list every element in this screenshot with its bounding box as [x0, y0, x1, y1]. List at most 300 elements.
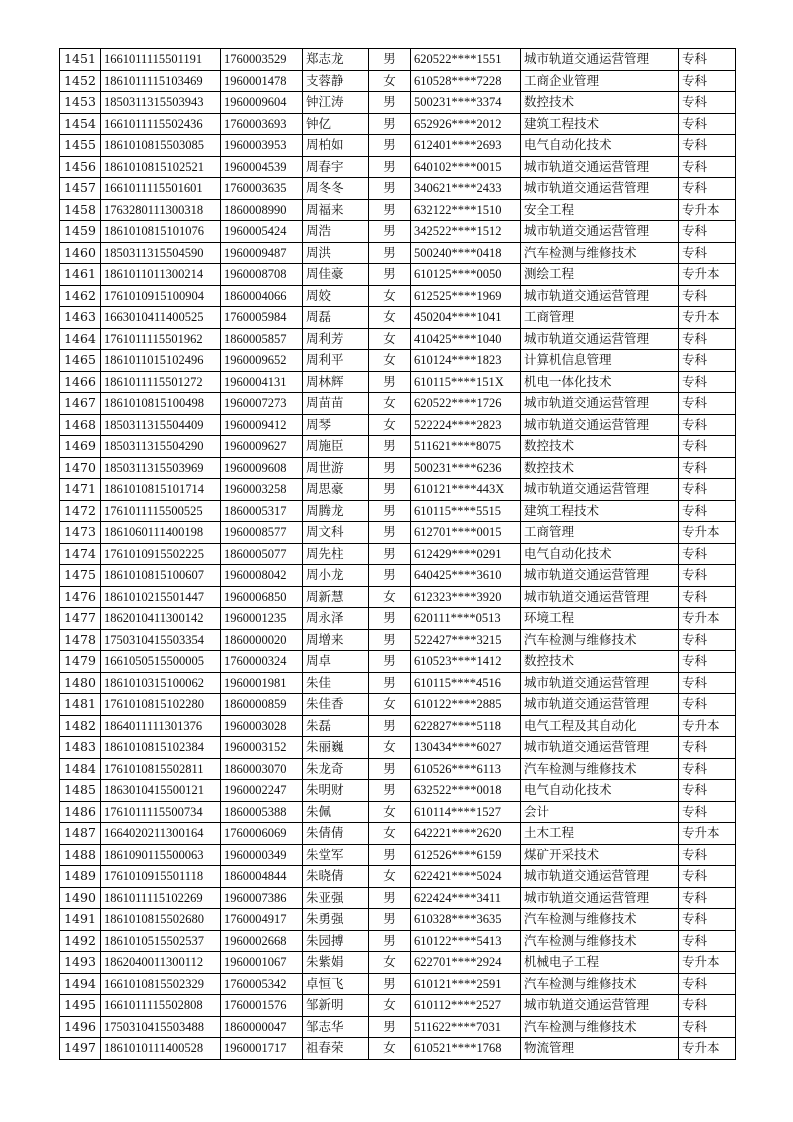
exam-number-cell: 1861011115103469 [101, 70, 221, 92]
student-name-cell: 周施臣 [303, 436, 369, 458]
row-number-cell: 1485 [60, 780, 101, 802]
major-cell: 城市轨道交通运营管理 [521, 49, 679, 71]
row-number-cell: 1494 [60, 973, 101, 995]
row-number-cell: 1467 [60, 393, 101, 415]
student-name-cell: 周春宇 [303, 156, 369, 178]
gender-cell: 男 [369, 522, 411, 544]
id-card-number-cell: 522224****2823 [411, 414, 521, 436]
major-cell: 汽车检测与维修技术 [521, 758, 679, 780]
major-cell: 城市轨道交通运营管理 [521, 866, 679, 888]
id-card-number-cell: 610115****4516 [411, 672, 521, 694]
student-id-cell: 1860000047 [221, 1016, 303, 1038]
exam-number-cell: 1661011115502808 [101, 995, 221, 1017]
gender-cell: 男 [369, 221, 411, 243]
row-number-cell: 1466 [60, 371, 101, 393]
table-row [60, 1038, 736, 1060]
gender-cell: 女 [369, 307, 411, 329]
exam-number-cell: 1761010915502225 [101, 543, 221, 565]
id-card-number-cell: 511622****7031 [411, 1016, 521, 1038]
gender-cell: 男 [369, 135, 411, 157]
id-card-number-cell: 622701****2924 [411, 952, 521, 974]
row-number-cell: 1473 [60, 522, 101, 544]
major-cell: 电气工程及其自动化 [521, 715, 679, 737]
student-id-cell: 1760006069 [221, 823, 303, 845]
table-row [60, 694, 736, 716]
major-cell: 城市轨道交通运营管理 [521, 737, 679, 759]
student-name-cell: 周永泽 [303, 608, 369, 630]
student-id-cell: 1960008577 [221, 522, 303, 544]
exam-number-cell: 1761010815502811 [101, 758, 221, 780]
row-number-cell: 1464 [60, 328, 101, 350]
student-id-cell: 1960007273 [221, 393, 303, 415]
major-cell: 城市轨道交通运营管理 [521, 285, 679, 307]
gender-cell: 女 [369, 952, 411, 974]
student-id-cell: 1960009487 [221, 242, 303, 264]
student-name-cell: 周卓 [303, 651, 369, 673]
education-level-cell: 专科 [679, 737, 736, 759]
exam-number-cell: 1850311315503969 [101, 457, 221, 479]
row-number-cell: 1490 [60, 887, 101, 909]
gender-cell: 男 [369, 672, 411, 694]
row-number-cell: 1475 [60, 565, 101, 587]
student-id-cell: 1860005388 [221, 801, 303, 823]
row-number-cell: 1460 [60, 242, 101, 264]
gender-cell: 女 [369, 801, 411, 823]
id-card-number-cell: 620111****0513 [411, 608, 521, 630]
student-name-cell: 周佳豪 [303, 264, 369, 286]
id-card-number-cell: 450204****1041 [411, 307, 521, 329]
exam-number-cell: 1862010411300142 [101, 608, 221, 630]
student-name-cell: 邹新明 [303, 995, 369, 1017]
major-cell: 汽车检测与维修技术 [521, 930, 679, 952]
student-name-cell: 周利平 [303, 350, 369, 372]
education-level-cell: 专科 [679, 49, 736, 71]
major-cell: 城市轨道交通运营管理 [521, 586, 679, 608]
student-name-cell: 邹志华 [303, 1016, 369, 1038]
student-name-cell: 朱晓倩 [303, 866, 369, 888]
student-id-cell: 1760005342 [221, 973, 303, 995]
row-number-cell: 1479 [60, 651, 101, 673]
exam-number-cell: 1861011011300214 [101, 264, 221, 286]
row-number-cell: 1486 [60, 801, 101, 823]
education-level-cell: 专升本 [679, 952, 736, 974]
gender-cell: 男 [369, 629, 411, 651]
student-id-cell: 1960002247 [221, 780, 303, 802]
exam-number-cell: 1850311315504590 [101, 242, 221, 264]
student-name-cell: 周腾龙 [303, 500, 369, 522]
row-number-cell: 1458 [60, 199, 101, 221]
education-level-cell: 专科 [679, 543, 736, 565]
education-level-cell: 专科 [679, 1016, 736, 1038]
student-name-cell: 朱佩 [303, 801, 369, 823]
exam-number-cell: 1663010411400525 [101, 307, 221, 329]
education-level-cell: 专升本 [679, 715, 736, 737]
major-cell: 城市轨道交通运营管理 [521, 414, 679, 436]
student-name-cell: 周冬冬 [303, 178, 369, 200]
major-cell: 城市轨道交通运营管理 [521, 178, 679, 200]
row-number-cell: 1491 [60, 909, 101, 931]
student-name-cell: 郑志龙 [303, 49, 369, 71]
row-number-cell: 1465 [60, 350, 101, 372]
student-name-cell: 朱堂军 [303, 844, 369, 866]
row-number-cell: 1461 [60, 264, 101, 286]
major-cell: 城市轨道交通运营管理 [521, 694, 679, 716]
exam-number-cell: 1861010815101714 [101, 479, 221, 501]
student-id-cell: 1960003152 [221, 737, 303, 759]
student-name-cell: 周思豪 [303, 479, 369, 501]
gender-cell: 男 [369, 780, 411, 802]
education-level-cell: 专科 [679, 178, 736, 200]
education-level-cell: 专科 [679, 328, 736, 350]
gender-cell: 女 [369, 285, 411, 307]
student-id-cell: 1960009604 [221, 92, 303, 114]
table-row [60, 479, 736, 501]
major-cell: 城市轨道交通运营管理 [521, 672, 679, 694]
id-card-number-cell: 620522****1726 [411, 393, 521, 415]
major-cell: 工商管理 [521, 522, 679, 544]
student-name-cell: 朱佳香 [303, 694, 369, 716]
student-name-cell: 周世游 [303, 457, 369, 479]
student-name-cell: 卓恒飞 [303, 973, 369, 995]
table-row [60, 715, 736, 737]
student-name-cell: 朱佳 [303, 672, 369, 694]
id-card-number-cell: 610114****1527 [411, 801, 521, 823]
id-card-number-cell: 610124****1823 [411, 350, 521, 372]
row-number-cell: 1493 [60, 952, 101, 974]
exam-number-cell: 1861060111400198 [101, 522, 221, 544]
id-card-number-cell: 610112****2527 [411, 995, 521, 1017]
gender-cell: 女 [369, 737, 411, 759]
gender-cell: 男 [369, 371, 411, 393]
row-number-cell: 1483 [60, 737, 101, 759]
exam-number-cell: 1661011115502436 [101, 113, 221, 135]
student-id-cell: 1960009412 [221, 414, 303, 436]
gender-cell: 女 [369, 70, 411, 92]
id-card-number-cell: 610528****7228 [411, 70, 521, 92]
student-id-cell: 1860004844 [221, 866, 303, 888]
gender-cell: 女 [369, 350, 411, 372]
education-level-cell: 专科 [679, 371, 736, 393]
student-id-cell: 1960007386 [221, 887, 303, 909]
gender-cell: 男 [369, 651, 411, 673]
row-number-cell: 1480 [60, 672, 101, 694]
student-name-cell: 周小龙 [303, 565, 369, 587]
exam-number-cell: 1861010815100498 [101, 393, 221, 415]
student-name-cell: 周先柱 [303, 543, 369, 565]
major-cell: 城市轨道交通运营管理 [521, 995, 679, 1017]
exam-number-cell: 1861011115501272 [101, 371, 221, 393]
exam-number-cell: 1761011115500525 [101, 500, 221, 522]
id-card-number-cell: 610125****0050 [411, 264, 521, 286]
student-id-cell: 1860008990 [221, 199, 303, 221]
major-cell: 数控技术 [521, 436, 679, 458]
row-number-cell: 1482 [60, 715, 101, 737]
student-name-cell: 周文科 [303, 522, 369, 544]
table-row [60, 780, 736, 802]
table-row [60, 264, 736, 286]
major-cell: 数控技术 [521, 92, 679, 114]
student-id-cell: 1760003693 [221, 113, 303, 135]
student-id-cell: 1760005984 [221, 307, 303, 329]
id-card-number-cell: 610523****1412 [411, 651, 521, 673]
education-level-cell: 专升本 [679, 199, 736, 221]
exam-number-cell: 1750310415503354 [101, 629, 221, 651]
id-card-number-cell: 610521****1768 [411, 1038, 521, 1060]
row-number-cell: 1455 [60, 135, 101, 157]
gender-cell: 男 [369, 543, 411, 565]
exam-number-cell: 1761011115500734 [101, 801, 221, 823]
table-row [60, 543, 736, 565]
exam-number-cell: 1861010815102384 [101, 737, 221, 759]
table-row [60, 758, 736, 780]
exam-number-cell: 1761010915100904 [101, 285, 221, 307]
id-card-number-cell: 410425****1040 [411, 328, 521, 350]
row-number-cell: 1472 [60, 500, 101, 522]
row-number-cell: 1452 [60, 70, 101, 92]
student-name-cell: 朱丽巍 [303, 737, 369, 759]
gender-cell: 女 [369, 328, 411, 350]
table-row [60, 565, 736, 587]
table-row [60, 199, 736, 221]
major-cell: 城市轨道交通运营管理 [521, 393, 679, 415]
table-row [60, 156, 736, 178]
major-cell: 环境工程 [521, 608, 679, 630]
student-name-cell: 周新慧 [303, 586, 369, 608]
student-name-cell: 周磊 [303, 307, 369, 329]
major-cell: 汽车检测与维修技术 [521, 629, 679, 651]
major-cell: 汽车检测与维修技术 [521, 1016, 679, 1038]
education-level-cell: 专科 [679, 780, 736, 802]
exam-number-cell: 1664020211300164 [101, 823, 221, 845]
major-cell: 机电一体化技术 [521, 371, 679, 393]
exam-number-cell: 1862040011300112 [101, 952, 221, 974]
gender-cell: 男 [369, 92, 411, 114]
row-number-cell: 1468 [60, 414, 101, 436]
education-level-cell: 专升本 [679, 823, 736, 845]
row-number-cell: 1451 [60, 49, 101, 71]
student-name-cell: 周浩 [303, 221, 369, 243]
id-card-number-cell: 610328****3635 [411, 909, 521, 931]
gender-cell: 男 [369, 1016, 411, 1038]
row-number-cell: 1488 [60, 844, 101, 866]
student-id-cell: 1960000349 [221, 844, 303, 866]
major-cell: 测绘工程 [521, 264, 679, 286]
education-level-cell: 专科 [679, 909, 736, 931]
student-id-cell: 1960003953 [221, 135, 303, 157]
student-id-cell: 1960003258 [221, 479, 303, 501]
table-row [60, 737, 736, 759]
row-number-cell: 1496 [60, 1016, 101, 1038]
student-id-cell: 1960001067 [221, 952, 303, 974]
student-id-cell: 1760004917 [221, 909, 303, 931]
student-name-cell: 钟亿 [303, 113, 369, 135]
education-level-cell: 专科 [679, 285, 736, 307]
gender-cell: 男 [369, 715, 411, 737]
education-level-cell: 专科 [679, 414, 736, 436]
major-cell: 汽车检测与维修技术 [521, 242, 679, 264]
id-card-number-cell: 610526****6113 [411, 758, 521, 780]
id-card-number-cell: 610121****2591 [411, 973, 521, 995]
id-card-number-cell: 622827****5118 [411, 715, 521, 737]
major-cell: 电气自动化技术 [521, 135, 679, 157]
gender-cell: 男 [369, 264, 411, 286]
id-card-number-cell: 340621****2433 [411, 178, 521, 200]
table-row [60, 135, 736, 157]
student-name-cell: 周洪 [303, 242, 369, 264]
education-level-cell: 专科 [679, 242, 736, 264]
student-name-cell: 周柏如 [303, 135, 369, 157]
education-level-cell: 专科 [679, 479, 736, 501]
exam-number-cell: 1661011115501191 [101, 49, 221, 71]
major-cell: 城市轨道交通运营管理 [521, 328, 679, 350]
education-level-cell: 专升本 [679, 522, 736, 544]
student-id-cell: 1960009627 [221, 436, 303, 458]
major-cell: 建筑工程技术 [521, 113, 679, 135]
student-id-cell: 1760003635 [221, 178, 303, 200]
table-row [60, 500, 736, 522]
exam-number-cell: 1863010415500121 [101, 780, 221, 802]
education-level-cell: 专科 [679, 457, 736, 479]
student-id-cell: 1960009608 [221, 457, 303, 479]
row-number-cell: 1471 [60, 479, 101, 501]
student-name-cell: 祖春荣 [303, 1038, 369, 1060]
gender-cell: 男 [369, 49, 411, 71]
gender-cell: 女 [369, 393, 411, 415]
row-number-cell: 1463 [60, 307, 101, 329]
gender-cell: 男 [369, 436, 411, 458]
education-level-cell: 专科 [679, 651, 736, 673]
gender-cell: 男 [369, 178, 411, 200]
table-row [60, 586, 736, 608]
education-level-cell: 专科 [679, 844, 736, 866]
student-id-cell: 1760000324 [221, 651, 303, 673]
student-id-cell: 1760003529 [221, 49, 303, 71]
exam-number-cell: 1861010815503085 [101, 135, 221, 157]
id-card-number-cell: 342522****1512 [411, 221, 521, 243]
major-cell: 城市轨道交通运营管理 [521, 887, 679, 909]
table-row [60, 178, 736, 200]
table-row [60, 887, 736, 909]
table-row [60, 414, 736, 436]
row-number-cell: 1453 [60, 92, 101, 114]
student-name-cell: 钟江涛 [303, 92, 369, 114]
student-name-cell: 周苗苗 [303, 393, 369, 415]
major-cell: 会计 [521, 801, 679, 823]
gender-cell: 男 [369, 457, 411, 479]
table-row [60, 651, 736, 673]
education-level-cell: 专科 [679, 92, 736, 114]
id-card-number-cell: 500231****3374 [411, 92, 521, 114]
table-row [60, 952, 736, 974]
gender-cell: 女 [369, 414, 411, 436]
student-id-cell: 1960005424 [221, 221, 303, 243]
student-id-cell: 1860004066 [221, 285, 303, 307]
student-name-cell: 周林辉 [303, 371, 369, 393]
table-row [60, 1016, 736, 1038]
exam-number-cell: 1861010815100607 [101, 565, 221, 587]
education-level-cell: 专科 [679, 973, 736, 995]
major-cell: 城市轨道交通运营管理 [521, 479, 679, 501]
gender-cell: 女 [369, 823, 411, 845]
id-card-number-cell: 640102****0015 [411, 156, 521, 178]
gender-cell: 男 [369, 500, 411, 522]
id-card-number-cell: 622424****3411 [411, 887, 521, 909]
row-number-cell: 1456 [60, 156, 101, 178]
student-id-cell: 1960002668 [221, 930, 303, 952]
table-row [60, 285, 736, 307]
id-card-number-cell: 500231****6236 [411, 457, 521, 479]
major-cell: 安全工程 [521, 199, 679, 221]
table-row [60, 823, 736, 845]
gender-cell: 男 [369, 909, 411, 931]
table-row [60, 350, 736, 372]
education-level-cell: 专科 [679, 866, 736, 888]
student-name-cell: 周利芳 [303, 328, 369, 350]
major-cell: 计算机信息管理 [521, 350, 679, 372]
exam-number-cell: 1861010815101076 [101, 221, 221, 243]
row-number-cell: 1497 [60, 1038, 101, 1060]
exam-number-cell: 1750310415503488 [101, 1016, 221, 1038]
table-row [60, 92, 736, 114]
id-card-number-cell: 610115****151X [411, 371, 521, 393]
student-id-cell: 1960001717 [221, 1038, 303, 1060]
roster-body [60, 49, 736, 1060]
table-row [60, 930, 736, 952]
education-level-cell: 专科 [679, 995, 736, 1017]
education-level-cell: 专科 [679, 113, 736, 135]
exam-number-cell: 1861010315100062 [101, 672, 221, 694]
student-id-cell: 1960001981 [221, 672, 303, 694]
major-cell: 城市轨道交通运营管理 [521, 221, 679, 243]
exam-number-cell: 1861010815502680 [101, 909, 221, 931]
id-card-number-cell: 500240****0418 [411, 242, 521, 264]
student-id-cell: 1860005077 [221, 543, 303, 565]
row-number-cell: 1478 [60, 629, 101, 651]
student-id-cell: 1960008708 [221, 264, 303, 286]
exam-number-cell: 1761011115501962 [101, 328, 221, 350]
table-row [60, 113, 736, 135]
exam-number-cell: 1861011015102496 [101, 350, 221, 372]
education-level-cell: 专升本 [679, 608, 736, 630]
gender-cell: 女 [369, 866, 411, 888]
student-name-cell: 周姣 [303, 285, 369, 307]
table-row [60, 629, 736, 651]
table-row [60, 328, 736, 350]
exam-number-cell: 1861010111400528 [101, 1038, 221, 1060]
education-level-cell: 专科 [679, 70, 736, 92]
gender-cell: 男 [369, 199, 411, 221]
table-row [60, 221, 736, 243]
row-number-cell: 1469 [60, 436, 101, 458]
id-card-number-cell: 612401****2693 [411, 135, 521, 157]
major-cell: 数控技术 [521, 457, 679, 479]
gender-cell: 男 [369, 156, 411, 178]
table-row [60, 995, 736, 1017]
education-level-cell: 专科 [679, 565, 736, 587]
major-cell: 数控技术 [521, 651, 679, 673]
gender-cell: 男 [369, 844, 411, 866]
education-level-cell: 专科 [679, 672, 736, 694]
table-row [60, 844, 736, 866]
major-cell: 土木工程 [521, 823, 679, 845]
table-row [60, 371, 736, 393]
student-name-cell: 朱磊 [303, 715, 369, 737]
gender-cell: 男 [369, 758, 411, 780]
exam-number-cell: 1864011111301376 [101, 715, 221, 737]
exam-number-cell: 1861011115102269 [101, 887, 221, 909]
row-number-cell: 1484 [60, 758, 101, 780]
table-row [60, 393, 736, 415]
